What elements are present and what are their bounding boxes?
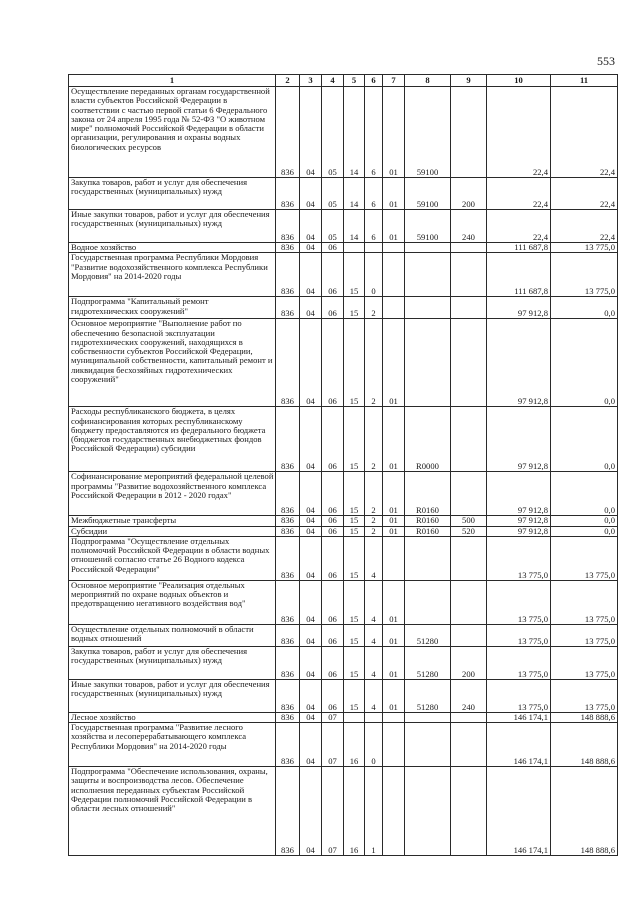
- expense-type-code: [451, 319, 487, 407]
- expense-type-code: [451, 624, 487, 646]
- amount-year-1: 111 687,8: [487, 243, 551, 253]
- column-header: 7: [383, 75, 405, 87]
- table-row: [69, 319, 618, 407]
- program-code: 15: [344, 526, 365, 536]
- section-code: 04: [300, 210, 322, 243]
- expense-type-code: [451, 712, 487, 722]
- row-name: Иные закупки товаров, работ и услуг для обеспечения государственных (муниципальных) нужд: [69, 679, 276, 712]
- column-header: 11: [551, 75, 618, 87]
- expense-type-code: [451, 253, 487, 297]
- amount-year-2: 13 775,0: [551, 580, 618, 624]
- row-name: Основное мероприятие "Реализация отдельных мероприятий по охране водных объектов и предотвращению негативного воздействия вод": [69, 580, 276, 624]
- column-header: 2: [276, 75, 300, 87]
- rzp-code: 836: [276, 243, 300, 253]
- amount-year-1: 13 775,0: [487, 536, 551, 580]
- event-code: [383, 253, 405, 297]
- rzp-code: 836: [276, 516, 300, 526]
- subsection-code: 07: [322, 723, 344, 767]
- table-row: [69, 767, 618, 856]
- table-row: [69, 624, 618, 646]
- rzp-code: 836: [276, 253, 300, 297]
- amount-year-2: 13 775,0: [551, 253, 618, 297]
- direction-code: [405, 243, 451, 253]
- event-code: [383, 243, 405, 253]
- direction-code: 51280: [405, 646, 451, 679]
- amount-year-1: 97 912,8: [487, 407, 551, 472]
- amount-year-1: 146 174,1: [487, 767, 551, 856]
- section-code: 04: [300, 319, 322, 407]
- subsection-code: 05: [322, 87, 344, 178]
- amount-year-1: 22,4: [487, 210, 551, 243]
- rzp-code: 836: [276, 526, 300, 536]
- table-row: [69, 253, 618, 297]
- amount-year-1: 22,4: [487, 87, 551, 178]
- subprogram-code: 6: [365, 210, 383, 243]
- amount-year-2: 13 775,0: [551, 536, 618, 580]
- row-name: Водное хозяйство: [69, 243, 276, 253]
- rzp-code: 836: [276, 319, 300, 407]
- amount-year-1: 97 912,8: [487, 297, 551, 319]
- subsection-code: 06: [322, 679, 344, 712]
- section-code: 04: [300, 407, 322, 472]
- section-code: 04: [300, 516, 322, 526]
- direction-code: R0160: [405, 526, 451, 536]
- subprogram-code: 2: [365, 472, 383, 516]
- direction-code: R0000: [405, 407, 451, 472]
- row-name: Субсидии: [69, 526, 276, 536]
- amount-year-1: 146 174,1: [487, 712, 551, 722]
- expense-type-code: [451, 536, 487, 580]
- column-header: 10: [487, 75, 551, 87]
- rzp-code: 836: [276, 536, 300, 580]
- subsection-code: 06: [322, 407, 344, 472]
- rzp-code: 836: [276, 646, 300, 679]
- event-code: 01: [383, 210, 405, 243]
- table-row: [69, 516, 618, 526]
- amount-year-1: 111 687,8: [487, 253, 551, 297]
- row-name: Осуществление переданных органам государственной власти субъектов Российской Федерации в соответствии с частью первой статьи 6 Федерального закона от 24 апреля 1995 года № 52-ФЗ "О животном мире" полномочий Российской Федерации в области организации, регулирования и охраны водных биологических ресурсов: [69, 87, 276, 178]
- section-code: 04: [300, 580, 322, 624]
- event-code: [383, 712, 405, 722]
- section-code: 04: [300, 178, 322, 210]
- subsection-code: 06: [322, 646, 344, 679]
- rzp-code: 836: [276, 580, 300, 624]
- direction-code: [405, 319, 451, 407]
- subsection-code: 06: [322, 253, 344, 297]
- budget-table: [68, 74, 618, 856]
- table-header-row: [69, 75, 618, 87]
- event-code: 01: [383, 624, 405, 646]
- expense-type-code: [451, 87, 487, 178]
- expense-type-code: 500: [451, 516, 487, 526]
- column-header: 8: [405, 75, 451, 87]
- amount-year-1: 13 775,0: [487, 624, 551, 646]
- table-row: [69, 712, 618, 722]
- subprogram-code: 2: [365, 526, 383, 536]
- expense-type-code: 200: [451, 178, 487, 210]
- rzp-code: 836: [276, 723, 300, 767]
- row-name: Закупка товаров, работ и услуг для обеспечения государственных (муниципальных) нужд: [69, 646, 276, 679]
- direction-code: [405, 253, 451, 297]
- program-code: 14: [344, 178, 365, 210]
- expense-type-code: 240: [451, 210, 487, 243]
- amount-year-2: 0,0: [551, 407, 618, 472]
- row-name: Лесное хозяйство: [69, 712, 276, 722]
- expense-type-code: [451, 472, 487, 516]
- row-name: Государственная программа Республики Мордовия "Развитие водохозяйственного комплекса Республики Мордовия" на 2014-2020 годы: [69, 253, 276, 297]
- program-code: 15: [344, 319, 365, 407]
- subsection-code: 06: [322, 319, 344, 407]
- direction-code: R0160: [405, 516, 451, 526]
- rzp-code: 836: [276, 178, 300, 210]
- program-code: 15: [344, 580, 365, 624]
- event-code: 01: [383, 679, 405, 712]
- amount-year-2: 13 775,0: [551, 679, 618, 712]
- subsection-code: 07: [322, 767, 344, 856]
- direction-code: 59100: [405, 178, 451, 210]
- amount-year-2: 0,0: [551, 516, 618, 526]
- column-header: 3: [300, 75, 322, 87]
- amount-year-2: 13 775,0: [551, 646, 618, 679]
- expense-type-code: [451, 580, 487, 624]
- program-code: [344, 243, 365, 253]
- event-code: [383, 536, 405, 580]
- subsection-code: 06: [322, 580, 344, 624]
- row-name: Подпрограмма "Обеспечение использования, охраны, защиты и воспроизводства лесов. Обеспечение исполнения переданных субъектам Российской Федерации полномочий Российской Федерации в области лесных отношений": [69, 767, 276, 856]
- event-code: 01: [383, 472, 405, 516]
- amount-year-1: 22,4: [487, 178, 551, 210]
- program-code: 15: [344, 536, 365, 580]
- column-header: 6: [365, 75, 383, 87]
- subprogram-code: 6: [365, 87, 383, 178]
- amount-year-1: 97 912,8: [487, 472, 551, 516]
- subprogram-code: [365, 712, 383, 722]
- direction-code: [405, 712, 451, 722]
- row-name: Расходы республиканского бюджета, в целях софинансирования которых республиканскому бюджету предоставляются из федерального бюджета (бюджетов государственных внебюджетных фондов Российской Федерации) субсидии: [69, 407, 276, 472]
- section-code: 04: [300, 536, 322, 580]
- subsection-code: 06: [322, 243, 344, 253]
- subprogram-code: 0: [365, 253, 383, 297]
- row-name: Осуществление отдельных полномочий в области водных отношений: [69, 624, 276, 646]
- subsection-code: 06: [322, 472, 344, 516]
- amount-year-2: 148 888,6: [551, 767, 618, 856]
- section-code: 04: [300, 767, 322, 856]
- expense-type-code: [451, 407, 487, 472]
- event-code: 01: [383, 407, 405, 472]
- program-code: 15: [344, 679, 365, 712]
- event-code: [383, 297, 405, 319]
- section-code: 04: [300, 87, 322, 178]
- amount-year-2: 0,0: [551, 297, 618, 319]
- event-code: [383, 723, 405, 767]
- program-code: 15: [344, 646, 365, 679]
- direction-code: [405, 580, 451, 624]
- subsection-code: 05: [322, 178, 344, 210]
- direction-code: R0160: [405, 472, 451, 516]
- program-code: 15: [344, 253, 365, 297]
- amount-year-2: 0,0: [551, 526, 618, 536]
- table-row: [69, 723, 618, 767]
- rzp-code: 836: [276, 712, 300, 722]
- column-header: 4: [322, 75, 344, 87]
- program-code: 15: [344, 407, 365, 472]
- amount-year-2: 0,0: [551, 319, 618, 407]
- direction-code: [405, 767, 451, 856]
- amount-year-1: 13 775,0: [487, 679, 551, 712]
- program-code: [344, 712, 365, 722]
- table-row: [69, 297, 618, 319]
- column-header: 5: [344, 75, 365, 87]
- row-name: Закупка товаров, работ и услуг для обеспечения государственных (муниципальных) нужд: [69, 178, 276, 210]
- section-code: 04: [300, 243, 322, 253]
- amount-year-1: 97 912,8: [487, 319, 551, 407]
- rzp-code: 836: [276, 624, 300, 646]
- amount-year-2: 22,4: [551, 210, 618, 243]
- section-code: 04: [300, 624, 322, 646]
- table-row: [69, 243, 618, 253]
- expense-type-code: [451, 297, 487, 319]
- event-code: 01: [383, 319, 405, 407]
- subsection-code: 07: [322, 712, 344, 722]
- subprogram-code: 4: [365, 624, 383, 646]
- amount-year-1: 97 912,8: [487, 526, 551, 536]
- expense-type-code: 520: [451, 526, 487, 536]
- section-code: 04: [300, 712, 322, 722]
- event-code: [383, 767, 405, 856]
- rzp-code: 836: [276, 210, 300, 243]
- amount-year-1: 13 775,0: [487, 646, 551, 679]
- rzp-code: 836: [276, 679, 300, 712]
- row-name: Основное мероприятие "Выполнение работ по обеспечению безопасной эксплуатации гидротехнических сооружений, находящихся в собственности субъектов Российской Федерации, муниципальной собственности, капитальный ремонт и ликвидация бесхозяйных гидротехнических сооружений": [69, 319, 276, 407]
- subprogram-code: 2: [365, 407, 383, 472]
- table-row: [69, 536, 618, 580]
- amount-year-2: 22,4: [551, 87, 618, 178]
- table-row: [69, 210, 618, 243]
- column-header: 9: [451, 75, 487, 87]
- program-code: 15: [344, 472, 365, 516]
- subprogram-code: 0: [365, 723, 383, 767]
- expense-type-code: [451, 723, 487, 767]
- subprogram-code: 4: [365, 580, 383, 624]
- section-code: 04: [300, 679, 322, 712]
- page-number: 553: [597, 54, 615, 68]
- subprogram-code: 4: [365, 646, 383, 679]
- row-name: Софинансирование мероприятий федеральной целевой программы "Развитие водохозяйственного комплекса Российской Федерации в 2012 - 2020 годах": [69, 472, 276, 516]
- subprogram-code: 4: [365, 679, 383, 712]
- section-code: 04: [300, 253, 322, 297]
- subprogram-code: 2: [365, 319, 383, 407]
- direction-code: 51280: [405, 624, 451, 646]
- event-code: 01: [383, 580, 405, 624]
- section-code: 04: [300, 723, 322, 767]
- program-code: 14: [344, 87, 365, 178]
- subprogram-code: 2: [365, 297, 383, 319]
- subprogram-code: 2: [365, 516, 383, 526]
- section-code: 04: [300, 297, 322, 319]
- program-code: 15: [344, 624, 365, 646]
- table-row: [69, 178, 618, 210]
- row-name: Подпрограмма "Капитальный ремонт гидротехнических сооружений": [69, 297, 276, 319]
- section-code: 04: [300, 472, 322, 516]
- subprogram-code: [365, 243, 383, 253]
- expense-type-code: [451, 767, 487, 856]
- amount-year-1: 13 775,0: [487, 580, 551, 624]
- amount-year-2: 0,0: [551, 472, 618, 516]
- row-name: Государственная программа "Развитие лесного хозяйства и лесоперерабатывающего комплекса Республики Мордовия" на 2014-2020 годы: [69, 723, 276, 767]
- event-code: 01: [383, 646, 405, 679]
- program-code: 15: [344, 297, 365, 319]
- table-row: [69, 646, 618, 679]
- rzp-code: 836: [276, 87, 300, 178]
- table-row: [69, 580, 618, 624]
- table-row: [69, 679, 618, 712]
- event-code: 01: [383, 526, 405, 536]
- amount-year-1: 146 174,1: [487, 723, 551, 767]
- row-name: Иные закупки товаров, работ и услуг для обеспечения государственных (муниципальных) нужд: [69, 210, 276, 243]
- rzp-code: 836: [276, 767, 300, 856]
- direction-code: 51280: [405, 679, 451, 712]
- amount-year-2: 148 888,6: [551, 723, 618, 767]
- table-row: [69, 472, 618, 516]
- subprogram-code: 6: [365, 178, 383, 210]
- table-row: [69, 87, 618, 178]
- subsection-code: 06: [322, 526, 344, 536]
- section-code: 04: [300, 526, 322, 536]
- subprogram-code: 4: [365, 536, 383, 580]
- subsection-code: 06: [322, 297, 344, 319]
- event-code: 01: [383, 87, 405, 178]
- direction-code: 59100: [405, 87, 451, 178]
- amount-year-2: 22,4: [551, 178, 618, 210]
- amount-year-1: 97 912,8: [487, 516, 551, 526]
- direction-code: [405, 536, 451, 580]
- direction-code: [405, 723, 451, 767]
- amount-year-2: 13 775,0: [551, 243, 618, 253]
- event-code: 01: [383, 178, 405, 210]
- column-header: 1: [69, 75, 276, 87]
- expense-type-code: [451, 243, 487, 253]
- amount-year-2: 13 775,0: [551, 624, 618, 646]
- subsection-code: 06: [322, 516, 344, 526]
- amount-year-2: 148 888,6: [551, 712, 618, 722]
- table-row: [69, 407, 618, 472]
- table-row: [69, 526, 618, 536]
- program-code: 15: [344, 516, 365, 526]
- subsection-code: 05: [322, 210, 344, 243]
- direction-code: [405, 297, 451, 319]
- rzp-code: 836: [276, 472, 300, 516]
- program-code: 16: [344, 767, 365, 856]
- rzp-code: 836: [276, 407, 300, 472]
- subsection-code: 06: [322, 536, 344, 580]
- program-code: 14: [344, 210, 365, 243]
- expense-type-code: 200: [451, 646, 487, 679]
- event-code: 01: [383, 516, 405, 526]
- rzp-code: 836: [276, 297, 300, 319]
- row-name: Подпрограмма "Осуществление отдельных полномочий Российской Федерации в области водных отношений согласно статье 26 Водного кодекса Российской Федерации": [69, 536, 276, 580]
- row-name: Межбюджетные трансферты: [69, 516, 276, 526]
- subsection-code: 06: [322, 624, 344, 646]
- program-code: 16: [344, 723, 365, 767]
- expense-type-code: 240: [451, 679, 487, 712]
- direction-code: 59100: [405, 210, 451, 243]
- section-code: 04: [300, 646, 322, 679]
- subprogram-code: 1: [365, 767, 383, 856]
